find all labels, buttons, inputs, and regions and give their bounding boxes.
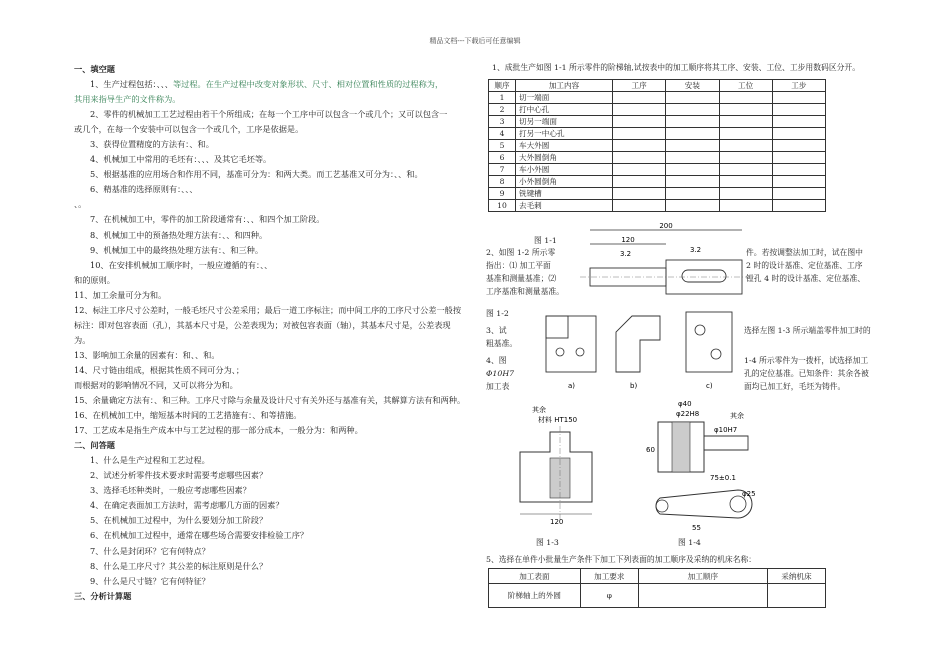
table-header-cell: 采纳机床 [767,569,825,584]
table-row [489,164,826,176]
table-row [489,152,826,164]
table-cell [719,200,772,212]
question-text: 12、标注工序尺寸公差时，一般毛坯尺寸公差采用；最后一道工序标注；而中间工序的工序尺寸公差一般按 [74,304,462,315]
table-header-cell: 加工顺序 [638,569,767,584]
dim-label: φ25 [742,490,756,498]
question-text: 2 时的设计基准、定位基准、工序 [746,261,863,270]
table-header-cell: 工步 [772,80,825,92]
table-cell [719,116,772,128]
question-text: 选择左图 1-3 所示端盖零件加工时的 [744,326,871,335]
question-text: 16、在机械加工中，缩短基本时间的工艺措施有：、和等措施。 [74,410,302,421]
table-cell [772,128,825,140]
table-cell [613,176,666,188]
table-cell: 6 [489,152,516,164]
question-text: 2、零件的机械加工工艺过程由若干个所组成；在每一个工序中可以包含一个或几个；又可以包含一 [90,109,448,120]
question-text: 标注：即对包容表面（孔），其基本尺寸是，公差表现为；对被包容表面（轴），其基本尺寸是，公差表现 [74,319,451,330]
subfigure-label: b) [630,382,638,390]
question-text: 9、什么是尺寸链？它有何特征？ [90,575,210,586]
table-cell: 车小外圆 [516,164,613,176]
question-text: 15、余量确定方法有：、和三种。工序尺寸除与余量及设计尺寸有关外还与基准有关，其解算方法有和两种。 [74,395,466,406]
question-text: 3、获得位置精度的方法有：、和。 [90,139,214,150]
table-header-row [489,80,826,92]
table-row [489,104,826,116]
table-cell: 小外圆倒角 [516,176,613,188]
table-cell: 3 [489,116,516,128]
table-cell: 车大外圆 [516,140,613,152]
question-text: 11、加工余量可分为和。 [74,289,167,300]
dim-label: 120 [550,518,564,526]
table-cell [666,188,719,200]
page-header: 精品文档---下载后可任意编辑 [429,37,521,45]
question-text: 1、成批生产如图 1-1 所示零件的阶梯轴,试按表中的加工顺序将其工序、安装、工位、工步用数码区分开。 [492,63,861,72]
table-cell [772,200,825,212]
question-text: 7、什么是封闭环？它有何特点？ [90,545,210,556]
question-text: 面均已加工好，毛坯为铸件。 [744,382,846,391]
question-text: 2、如图 1-2 所示零 [486,248,556,257]
table-header-cell: 安装 [666,80,719,92]
table-cell [719,104,772,116]
table-header-cell: 加工要求 [580,569,638,584]
table-cell [772,188,825,200]
table-cell: 8 [489,176,516,188]
table-cell [772,164,825,176]
table-cell: 大外圆倒角 [516,152,613,164]
table-row [489,116,826,128]
question-text: 粗基准。 [486,339,518,348]
question-text: 6、在机械加工过程中，通常在哪些场合需要安排检验工序？ [90,530,309,541]
table-cell [772,176,825,188]
table-row [489,188,826,200]
table-cell [719,152,772,164]
roughness-label: 3.2 [690,246,702,254]
table-cell: 10 [489,200,516,212]
table-cell [666,176,719,188]
table-header-cell: 工位 [719,80,772,92]
question-text: 7、在机械加工中，零件的加工阶段通常有：、、和四个加工阶段。 [90,214,325,225]
question-text: 加工表 [486,382,510,391]
table-cell: 7 [489,164,516,176]
section-title-fill: 一、填空题 [74,64,115,74]
machining-table [488,568,826,608]
question-text: 17、工艺成本是指生产成本中与工艺过程的那一部分成本，一般分为：和两种。 [74,425,363,436]
question-text: 5、在机械加工过程中，为什么要划分加工阶段？ [90,515,268,526]
table-cell [666,92,719,104]
material-label: 材料 HT150 [538,416,578,424]
section-title-qa: 二、问答题 [74,440,115,451]
table-row [489,128,826,140]
question-text: 件。若按调整法加工时，试在图中 [746,248,863,257]
rest-label: 其余 [730,412,744,420]
question-text: 9、机械加工中的最终热处理方法有：、和三种。 [90,244,264,255]
question-text: 、。 [74,199,87,210]
question-text: 1、什么是生产过程和工艺过程。 [90,455,210,466]
dim-label: 55 [692,524,701,532]
table-cell [719,164,772,176]
table-cell [719,140,772,152]
roughness-label: 3.2 [620,250,632,258]
shaft-drawing [570,222,750,302]
question-text: 4、机械加工中常用的毛坯有：、、、及其它毛坯等。 [90,154,272,165]
figure-caption: 图 1-4 [678,538,701,547]
dim-label: φ22H8 [676,410,700,418]
table-cell: 1 [489,92,516,104]
process-table [488,79,826,212]
table-cell [638,584,767,608]
table-header-row [489,569,826,584]
question-text: 工序基准和测量基准。 [486,287,564,296]
question-text: 5、选择在单件小批量生产条件下加工下列表面的加工顺序及采纳的机床名称： [486,555,757,564]
table-cell: 去毛刺 [516,200,613,212]
table-cell [767,584,825,608]
table-row [489,200,826,212]
table-row [489,584,826,608]
question-text: 或几个，在每一个安装中可以包含一个或几个，工序是依据是。 [74,124,304,135]
table-cell [613,152,666,164]
table-cell: 铣键槽 [516,188,613,200]
table-cell [772,140,825,152]
question-text: 5、根据基准的应用场合和作用不同，基准可分为：和两大类。而工艺基准又可分为：、、和。 [90,169,423,180]
table-cell [666,104,719,116]
dim-label: φ40 [678,400,692,408]
question-text: 13、影响加工余量的因素有：和、、和。 [74,349,220,360]
table-cell [772,152,825,164]
figure-1-2-drawings [520,296,745,392]
table-cell: 阶梯轴上的外圆 [489,584,581,608]
question-text: 14、尺寸链由组成，根据其性质不同可分为、； [74,364,245,375]
question-text: 基准和测量基准；⑵ [486,274,557,283]
table-cell [719,128,772,140]
table-cell [613,116,666,128]
question-text: 6、精基准的选择原则有：、、、 [90,184,198,195]
table-cell: 打另一中心孔 [516,128,613,140]
table-cell [719,92,772,104]
figure-caption: 图 1-2 [486,309,509,318]
table-cell: 5 [489,140,516,152]
question-text: Φ10H7 [486,369,515,378]
table-cell [666,200,719,212]
table-row [489,92,826,104]
part-c [686,312,732,390]
subfigure-label: c) [706,382,713,390]
table-header-cell: 加工内容 [516,80,613,92]
table-cell [613,104,666,116]
question-text: 3、试 [486,326,507,335]
dim-label: 60 [646,446,655,454]
table-cell [613,200,666,212]
table-header-cell: 工序 [613,80,666,92]
table-cell: 打中心孔 [516,104,613,116]
table-cell: 2 [489,104,516,116]
question-text: 而根据对的影响情况不同，又可以将分为和。 [74,379,238,390]
section-title-calc: 三、分析计算题 [74,590,132,601]
part-a [546,316,596,390]
table-cell [613,188,666,200]
question-text: 孔的定位基准。已知条件：其余各被 [744,369,869,378]
table-cell [666,164,719,176]
question-text: 3、选择毛坯种类时，一般应考虑哪些因素？ [90,485,251,496]
dim-label: φ10H7 [714,426,738,434]
question-text: 指出：⑴ 加工平面 [486,261,551,270]
dim-label: 120 [621,236,635,244]
end-cap-drawing [500,402,610,532]
question-text: 和的原则。 [74,274,115,285]
left-column [74,62,474,604]
dim-label: 75±0.1 [710,474,736,482]
lever-drawing [618,398,768,538]
table-cell [666,128,719,140]
table-cell: 9 [489,188,516,200]
table-cell: 4 [489,128,516,140]
table-cell [613,164,666,176]
table-cell [613,92,666,104]
table-cell [666,152,719,164]
question-text: 8、什么是工序尺寸？其公差的标注原则是什么？ [90,560,268,571]
question-text: 1、生产过程包括：、、、等过程。在生产过程中改变对象形状、尺寸、相对位置和性质的过程称为， [90,79,444,90]
table-cell: 切一端面 [516,92,613,104]
table-header-cell: 加工表面 [489,569,581,584]
table-row [489,176,826,188]
table-cell: φ [580,584,638,608]
subfigure-label: a) [568,382,576,390]
table-cell [666,140,719,152]
question-text: 10、在安排机械加工顺序时，一般应遵循的有：、、 [90,259,273,270]
question-text: 2、试述分析零件技术要求时需要考虑哪些因素？ [90,470,268,481]
question-text: 4、图 [486,356,507,365]
table-cell: 切另一端面 [516,116,613,128]
table-cell [666,116,719,128]
table-cell [772,92,825,104]
table-cell [772,116,825,128]
table-cell [613,128,666,140]
table-cell [613,140,666,152]
table-cell [719,176,772,188]
question-text: 其用来指导生产的文件称为。 [74,94,181,105]
figure-caption: 图 1-1 [534,236,557,245]
question-text: 镗孔 4 时的设计基准、定位基准、 [746,274,866,283]
question-text: 8、机械加工中的预备热处理方法有：、、和四种。 [90,229,268,240]
figure-caption: 图 1-3 [536,538,559,547]
question-text: 为。 [74,334,91,345]
question-text: 4、在确定表面加工方法时，需考虑哪几方面的因素？ [90,500,284,511]
dim-label: 200 [659,222,673,230]
table-header-cell: 顺序 [489,80,516,92]
part-b [616,316,660,390]
rest-label: 其余 [532,406,546,414]
table-cell [719,188,772,200]
question-text: 1-4 所示零件为一拨杆，试选择加工 [744,356,869,365]
table-row [489,140,826,152]
table-cell [772,104,825,116]
